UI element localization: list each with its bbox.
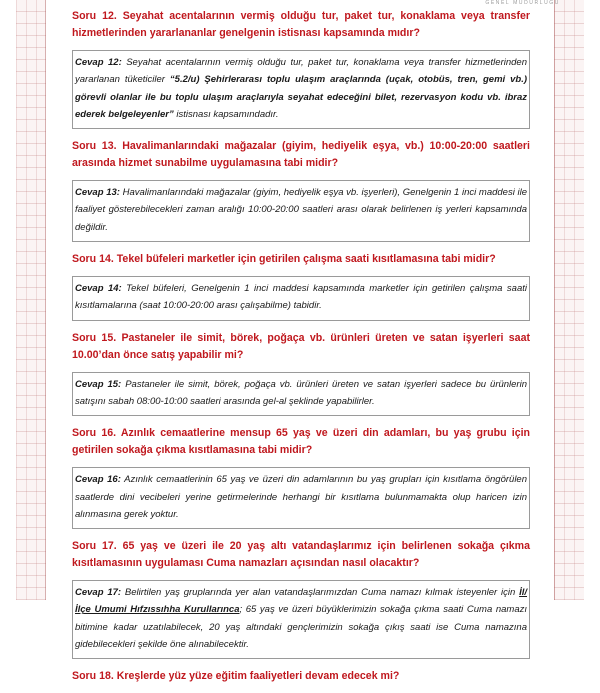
answer-label: Cevap 15: xyxy=(75,378,122,390)
logo-subtext: GENEL MÜDÜRLÜĞÜ xyxy=(485,0,560,6)
answer-16-box xyxy=(72,467,530,529)
question-17: Soru 17. 65 yaş ve üzeri ile 20 yaş altı vatandaşlarımız için belirlenen sokağa çıkma kısıtlamasının uygulaması Cuma namazları açısından nasıl olacaktır? xyxy=(72,540,530,570)
answer-quote: “5.2/u) Şehirlerarası toplu ulaşım araçlarında (uçak, otobüs, tren, gemi vb.) görevli olanlar ile bu toplu ulaşım araçlarıyla seyahat edeceğini bilet, rezervasyon kodu vb. ibraz ederek belgeleyenler” xyxy=(75,74,527,120)
answer-14 xyxy=(75,280,527,315)
answer-15-box xyxy=(72,372,530,417)
answer-12-box xyxy=(72,50,530,129)
question-13: Soru 13. Havalimanlarındaki mağazalar (giyim, hediyelik eşya, vb.) 10:00-20:00 saatleri arasında hizmet sunabilme uygulamasına tabi midir? xyxy=(72,140,530,170)
answer-label: Cevap 14: xyxy=(75,283,122,295)
answer-17-box xyxy=(72,580,530,659)
question-12: Soru 12. Seyahat acentalarının vermiş olduğu tur, paket tur, konaklama veya transfer hizmetlerinden yararlananlar genelgenin istisnası kapsamında mıdır? xyxy=(72,10,530,39)
answer-13 xyxy=(75,184,527,236)
answer-13-box xyxy=(72,180,530,242)
question-18: Soru 18. Kreşlerde yüz yüze eğitim faaliyetleri devam edecek mi? xyxy=(72,670,400,683)
answer-text: Belirtilen yaş gruplarında yer alan vatandaşlarımızdan Cuma namazı kılmak isteyenler için xyxy=(121,587,520,599)
answer-14-box xyxy=(72,276,530,321)
question-15: Soru 15. Pastaneler ile simit, börek, poğaça vb. ürünleri üreten ve satan işyerleri saat 10.00’dan önce satış yapabilir mi? xyxy=(72,331,530,361)
answer-label: Cevap 13: xyxy=(75,187,120,199)
answer-label: Cevap 16: xyxy=(75,474,121,486)
answer-15 xyxy=(75,376,527,411)
answer-text: Pastaneler ile simit, börek, poğaça vb. ürünleri üreten ve satan işyerleri sadece bu ürünlerin satışını sabah 08:00-10:00 saatleri arasında gel-al şeklinde yapabilirler. xyxy=(75,378,527,407)
answer-12 xyxy=(75,54,527,123)
answer-text: Tekel büfeleri, Genelgenin 1 inci maddesi kapsamında marketler için getirilen çalışma saati kısıtlamalarına (saat 10:00-20:00 arası çalışabilme) tabidir. xyxy=(75,283,527,312)
answer-text: Azınlık cemaatlerinin 65 yaş ve üzeri din adamlarının bu yaş grupları için kısıtlama öngörülen saatlerde dini vecibeleri yerine getirmelerinde herhangi bir kısıtlama bulunmamakta olup haricen izin alınmasına gerek yoktur. xyxy=(75,474,527,520)
document-body xyxy=(72,8,530,693)
answer-16 xyxy=(75,471,527,523)
answer-label: Cevap 12: xyxy=(75,57,122,68)
answer-text: istisnası kapsamındadır. xyxy=(173,108,279,120)
answer-underlined: İl/İlçe Umumi Hıfzıssıhha Kurullarınca xyxy=(75,587,527,616)
question-16: Soru 16. Azınlık cemaatlerine mensup 65 yaş ve üzeri din adamları, bu yaş grubu için getirilen sokağa çıkma kısıtlamasına tabi midir? xyxy=(72,427,530,457)
decorative-border-right xyxy=(554,0,584,600)
question-14: Soru 14. Tekel büfeleri marketler için getirilen çalışma saati kısıtlamasına tabi midir? xyxy=(72,253,496,266)
answer-text: Havalimanlarındaki mağazalar (giyim, hediyelik eşya vb. işyerleri), Genelgenin 1 inci maddesi ile faaliyet gösterebilecekleri zaman aralığı 10:00-20:00 saatleri arası olarak belirlenen iş yerleri kapsamında değildir. xyxy=(75,187,527,233)
answer-label: Cevap 17: xyxy=(75,587,122,599)
answer-text: ; 65 yaş ve üzeri büyüklerimizin sokağa çıkma saati Cuma namazı bitimine kadar uzatılabilecek, 20 yaş altındaki gençlerimizin sokağa çıkış saati ise Cuma namazına gidebilecekleri şekilde öne alınabilecektir. xyxy=(75,604,527,651)
answer-17 xyxy=(75,584,527,653)
answer-text: Seyahat acentalarının vermiş olduğu tur, paket tur, konaklama veya transfer hizmetlerinden yararlanan tüketiciler xyxy=(75,57,527,86)
decorative-border-left xyxy=(16,0,46,600)
